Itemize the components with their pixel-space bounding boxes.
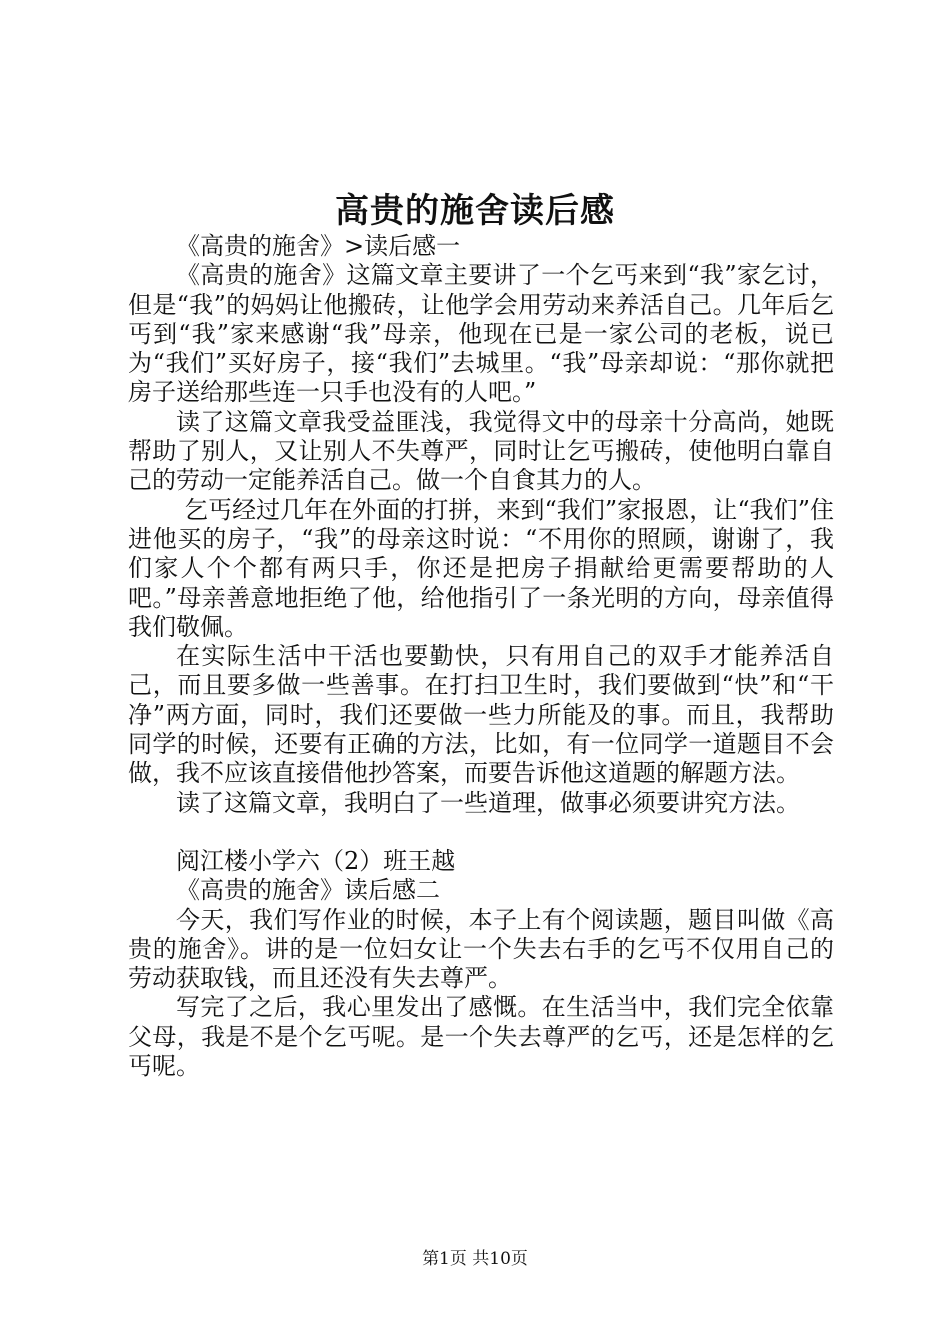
- paragraph-2: 读了这篇文章我受益匪浅，我觉得文中的母亲十分高尚，她既帮助了别人，又让别人不失尊严，同时让乞丐搬砖，使他明白靠自己的劳动一定能养活自己。做一个自食其力的人。: [128, 407, 834, 495]
- paragraph-3: 乞丐经过几年在外面的打拼，来到“我们”家报恩，让“我们”住进他买的房子，“我”的母亲这时说：“不用你的照顾，谢谢了，我们家人个个都有两只手，你还是把房子捐献给更需要帮助的人吧。”母亲善意地拒绝了他，给他指引了一条光明的方向，母亲值得我们敬佩。: [128, 495, 834, 641]
- document-body: [128, 232, 834, 1081]
- document-title: 高贵的施舍读后感: [335, 191, 615, 231]
- page-footer: 第1页 共10页: [422, 1249, 528, 1269]
- paragraph-6: 今天，我们写作业的时候，本子上有个阅读题，题目叫做《高贵的施舍》。讲的是一位妇女让一个失去右手的乞丐不仅用自己的劳动获取钱，而且还没有失去尊严。: [128, 905, 834, 993]
- author-line: 阅江楼小学六（2）班王越: [176, 846, 456, 875]
- paragraph-7: 写完了之后，我心里发出了感慨。在生活当中，我们完全依靠父母，我是不是个乞丐呢。是一个失去尊严的乞丐，还是怎样的乞丐呢。: [128, 993, 834, 1081]
- paragraph-1: 《高贵的施舍》这篇文章主要讲了一个乞丐来到“我”家乞讨，但是“我”的妈妈让他搬砖，让他学会用劳动来养活自己。几年后乞丐到“我”家来感谢“我”母亲，他现在已是一家公司的老板，说已为“我们”买好房子，接“我们”去城里。“我”母亲却说：“那你就把房子送给那些连一只手也没有的人吧。”: [128, 261, 834, 407]
- paragraph-5: 读了这篇文章，我明白了一些道理，做事必须要讲究方法。: [176, 788, 800, 817]
- paragraph-4: 在实际生活中干活也要勤快，只有用自己的双手才能养活自己，而且要多做一些善事。在打扫卫生时，我们要做到“快”和“干净”两方面，同时，我们还要做一些力所能及的事。而且，我帮助同学的时候，还要有正确的方法，比如，有一位同学一道题目不会做，我不应该直接借他抄答案，而要告诉他这道题的解题方法。: [128, 642, 834, 788]
- part2-heading: 《高贵的施舍》读后感二: [176, 876, 440, 905]
- part1-heading: 《高贵的施舍》>读后感一: [176, 232, 461, 260]
- blank-line: [128, 818, 834, 847]
